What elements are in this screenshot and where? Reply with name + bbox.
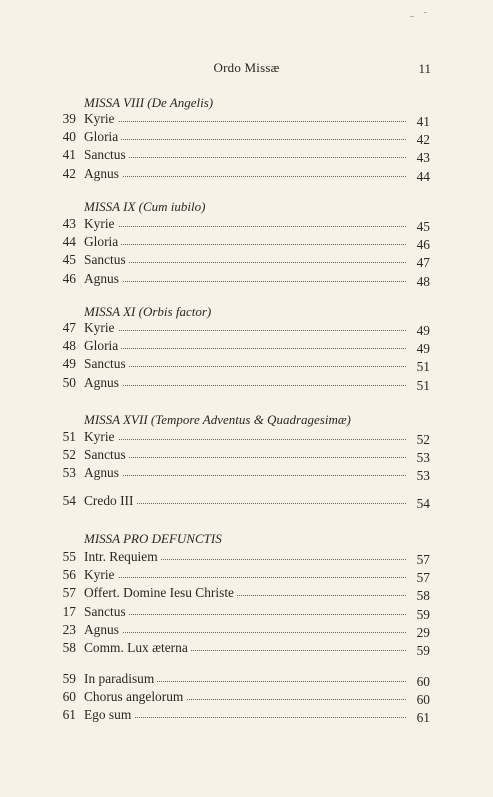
entry-label: Agnus <box>84 165 122 183</box>
paper-speck <box>410 16 414 17</box>
paper-speck <box>424 12 427 13</box>
entry-page-number: 53 <box>406 449 430 467</box>
entry-number: 41 <box>62 147 76 163</box>
entry-number: 46 <box>62 270 76 286</box>
section-title: MISSA XVII (Tempore Adventus & Quadragesimæ) <box>84 412 351 427</box>
entry-page-number: 52 <box>406 431 430 449</box>
entry-number: 52 <box>62 447 76 463</box>
dot-leader <box>84 281 406 282</box>
toc-entry <box>48 584 430 602</box>
entry-page-number: 29 <box>406 624 430 642</box>
entry-page-number: 58 <box>406 587 430 605</box>
toc-entry <box>48 621 430 639</box>
entry-number: 17 <box>62 603 76 619</box>
entry-label: Sanctus <box>84 251 129 269</box>
entry-label: Comm. Lux æterna <box>84 639 191 657</box>
entry-number: 51 <box>62 429 76 444</box>
entry-label: In paradisum <box>84 670 157 688</box>
dot-leader <box>84 439 406 440</box>
toc-entry <box>48 639 430 657</box>
dot-leader <box>84 366 406 367</box>
entry-label: Offert. Domine Iesu Christe <box>84 584 237 602</box>
entry-label: Kyrie <box>84 215 118 233</box>
entry-page-number: 47 <box>406 254 430 272</box>
dot-leader <box>84 157 406 158</box>
toc-entry <box>48 566 430 584</box>
dot-leader <box>84 632 406 633</box>
entry-page-number: 49 <box>406 340 430 358</box>
section-title: MISSA VIII (De Angelis) <box>84 95 214 110</box>
entry-page-number: 60 <box>406 691 430 709</box>
toc-entry <box>48 270 430 288</box>
entry-number: 48 <box>62 338 76 354</box>
entry-page-number: 53 <box>406 467 430 485</box>
entry-page-number: 46 <box>406 236 430 254</box>
entry-page-number: 57 <box>406 569 430 587</box>
entry-page-number: 45 <box>406 218 430 236</box>
entry-number: 40 <box>62 129 76 145</box>
entry-label: Agnus <box>84 270 122 288</box>
entry-label: Agnus <box>84 621 122 639</box>
entry-number: 45 <box>62 252 76 268</box>
section-title: MISSA PRO DEFUNCTIS <box>84 531 222 546</box>
toc-entry <box>48 374 430 392</box>
entry-number: 58 <box>62 640 76 655</box>
toc-entry <box>48 548 430 566</box>
dot-leader <box>84 262 406 263</box>
dot-leader <box>84 577 406 578</box>
section-title: MISSA IX (Cum iubilo) <box>84 199 206 214</box>
entry-label: Sanctus <box>84 446 129 464</box>
section-title: MISSA XI (Orbis factor) <box>84 304 212 319</box>
dot-leader <box>84 348 406 349</box>
entry-label: Sanctus <box>84 603 129 621</box>
entry-page-number: 54 <box>406 495 430 513</box>
toc-entry <box>48 464 430 482</box>
dot-leader <box>84 121 406 122</box>
entry-page-number: 59 <box>406 642 430 660</box>
entry-label: Intr. Requiem <box>84 548 161 566</box>
entry-label: Gloria <box>84 128 121 146</box>
dot-leader <box>84 330 406 331</box>
entry-label: Gloria <box>84 337 121 355</box>
entry-label: Kyrie <box>84 319 118 337</box>
entry-number: 23 <box>62 621 76 637</box>
toc-entry <box>48 688 430 706</box>
dot-leader <box>84 475 406 476</box>
dot-leader <box>84 614 406 615</box>
dot-leader <box>84 176 406 177</box>
toc-entry <box>48 355 430 373</box>
toc-entry <box>48 165 430 183</box>
entry-number: 56 <box>62 567 76 583</box>
toc-entry <box>48 670 430 688</box>
entry-label: Ego sum <box>84 706 134 724</box>
entry-label: Kyrie <box>84 566 118 584</box>
entry-page-number: 59 <box>406 606 430 624</box>
toc-entry <box>48 319 430 337</box>
entry-page-number: 42 <box>406 131 430 149</box>
entry-number: 39 <box>62 111 76 126</box>
entry-page-number: 51 <box>406 377 430 395</box>
entry-number: 55 <box>62 549 76 564</box>
page-title: Ordo Missæ <box>213 60 280 75</box>
entry-label: Kyrie <box>84 428 118 446</box>
entry-page-number: 43 <box>406 149 430 167</box>
toc-entry <box>48 146 430 164</box>
entry-number: 43 <box>62 216 76 231</box>
entry-number: 42 <box>62 165 76 181</box>
toc-entry <box>48 492 430 510</box>
entry-page-number: 60 <box>406 673 430 691</box>
dot-leader <box>84 226 406 227</box>
entry-page-number: 48 <box>406 273 430 291</box>
toc-entry <box>48 428 430 446</box>
entry-label: Gloria <box>84 233 121 251</box>
entry-number: 50 <box>62 374 76 390</box>
entry-number: 49 <box>62 356 76 372</box>
toc-entry <box>48 337 430 355</box>
toc-entry <box>48 215 430 233</box>
entry-number: 54 <box>62 493 76 508</box>
entry-label: Credo III <box>84 492 136 510</box>
dot-leader <box>84 457 406 458</box>
toc-entry <box>48 128 430 146</box>
toc-entry <box>48 110 430 128</box>
entry-label: Kyrie <box>84 110 118 128</box>
entry-page-number: 49 <box>406 322 430 340</box>
entry-label: Sanctus <box>84 146 129 164</box>
entry-number: 53 <box>62 465 76 481</box>
toc-entry <box>48 706 430 724</box>
entry-label: Agnus <box>84 464 122 482</box>
entry-number: 59 <box>62 671 76 686</box>
dot-leader <box>84 385 406 386</box>
toc-entry <box>48 233 430 251</box>
entry-page-number: 57 <box>406 551 430 569</box>
entry-label: Sanctus <box>84 355 129 373</box>
entry-number: 57 <box>62 585 76 601</box>
entry-number: 47 <box>62 320 76 335</box>
entry-label: Chorus angelorum <box>84 688 186 706</box>
dot-leader <box>84 244 406 245</box>
entry-label: Agnus <box>84 374 122 392</box>
toc-entry <box>48 251 430 269</box>
toc-entry <box>48 446 430 464</box>
page-number: 11 <box>418 61 431 76</box>
entry-page-number: 51 <box>406 358 430 376</box>
entry-number: 61 <box>62 707 76 723</box>
toc-entry <box>48 603 430 621</box>
entry-page-number: 61 <box>406 709 430 727</box>
entry-page-number: 44 <box>406 168 430 186</box>
entry-number: 60 <box>62 689 76 705</box>
dot-leader <box>84 139 406 140</box>
entry-number: 44 <box>62 234 76 250</box>
entry-page-number: 41 <box>406 113 430 131</box>
